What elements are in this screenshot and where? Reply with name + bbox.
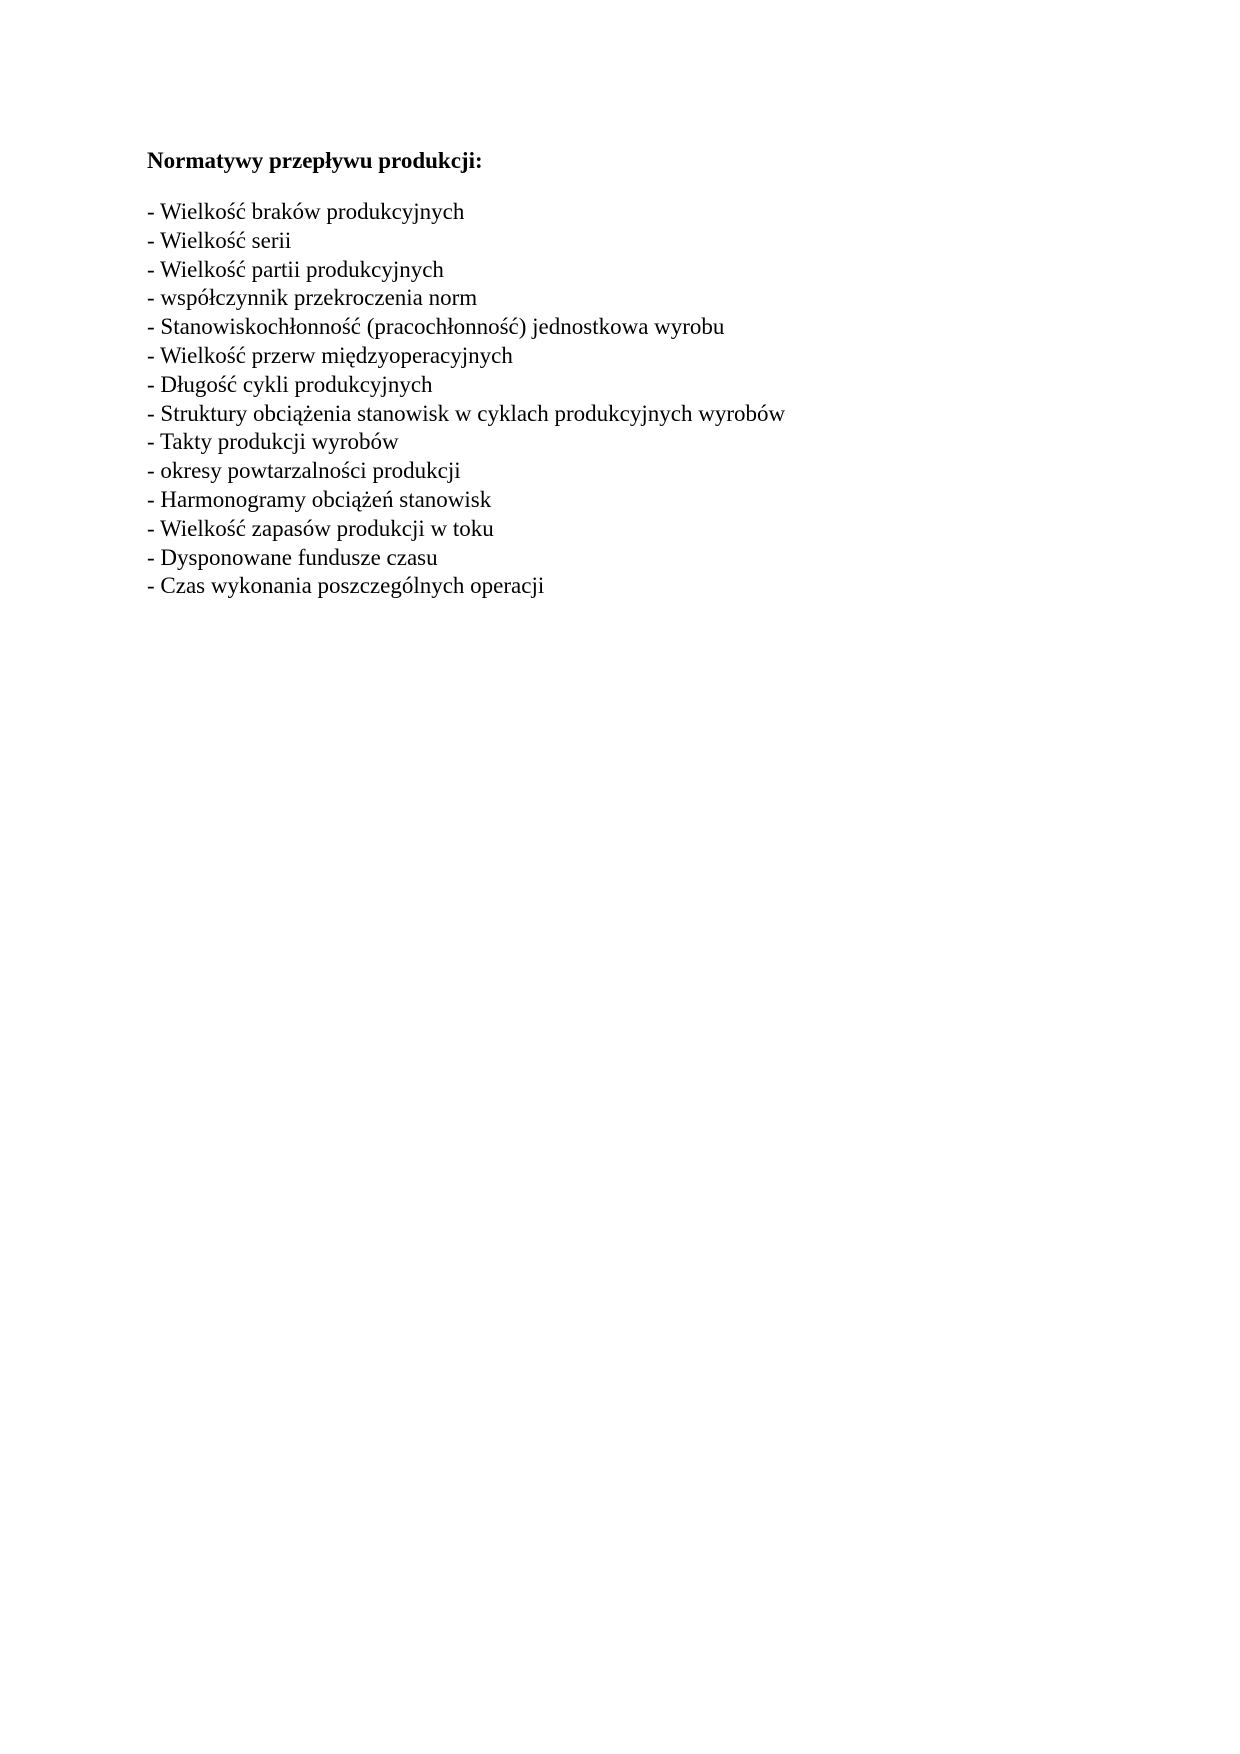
list-item: - Czas wykonania poszczególnych operacji (147, 573, 545, 599)
list-item: - Wielkość zapasów produkcji w toku (147, 515, 494, 541)
list-item: - Dysponowane fundusze czasu (147, 544, 438, 570)
list-item: - Stanowiskochłonność (pracochłonność) jednostkowa wyrobu (147, 314, 725, 340)
list-item: - Struktury obciążenia stanowisk w cyklach produkcyjnych wyrobów (147, 400, 786, 426)
list-item: - Harmonogramy obciążeń stanowisk (147, 486, 492, 512)
list-item: - Wielkość serii (147, 227, 292, 253)
list-item: - współczynnik przekroczenia norm (147, 285, 478, 311)
list-item: - Wielkość partii produkcyjnych (147, 256, 444, 282)
document-content (147, 146, 1047, 601)
list-item: - okresy powtarzalności produkcji (147, 458, 461, 484)
norms-list (147, 198, 1047, 601)
list-item: - Długość cykli produkcyjnych (147, 371, 433, 397)
list-item: - Wielkość braków produkcyjnych (147, 199, 465, 224)
document-title: Normatywy przepływu produkcji: (147, 148, 483, 173)
list-item: - Wielkość przerw międzyoperacyjnych (147, 342, 513, 368)
list-item: - Takty produkcji wyrobów (147, 429, 399, 455)
